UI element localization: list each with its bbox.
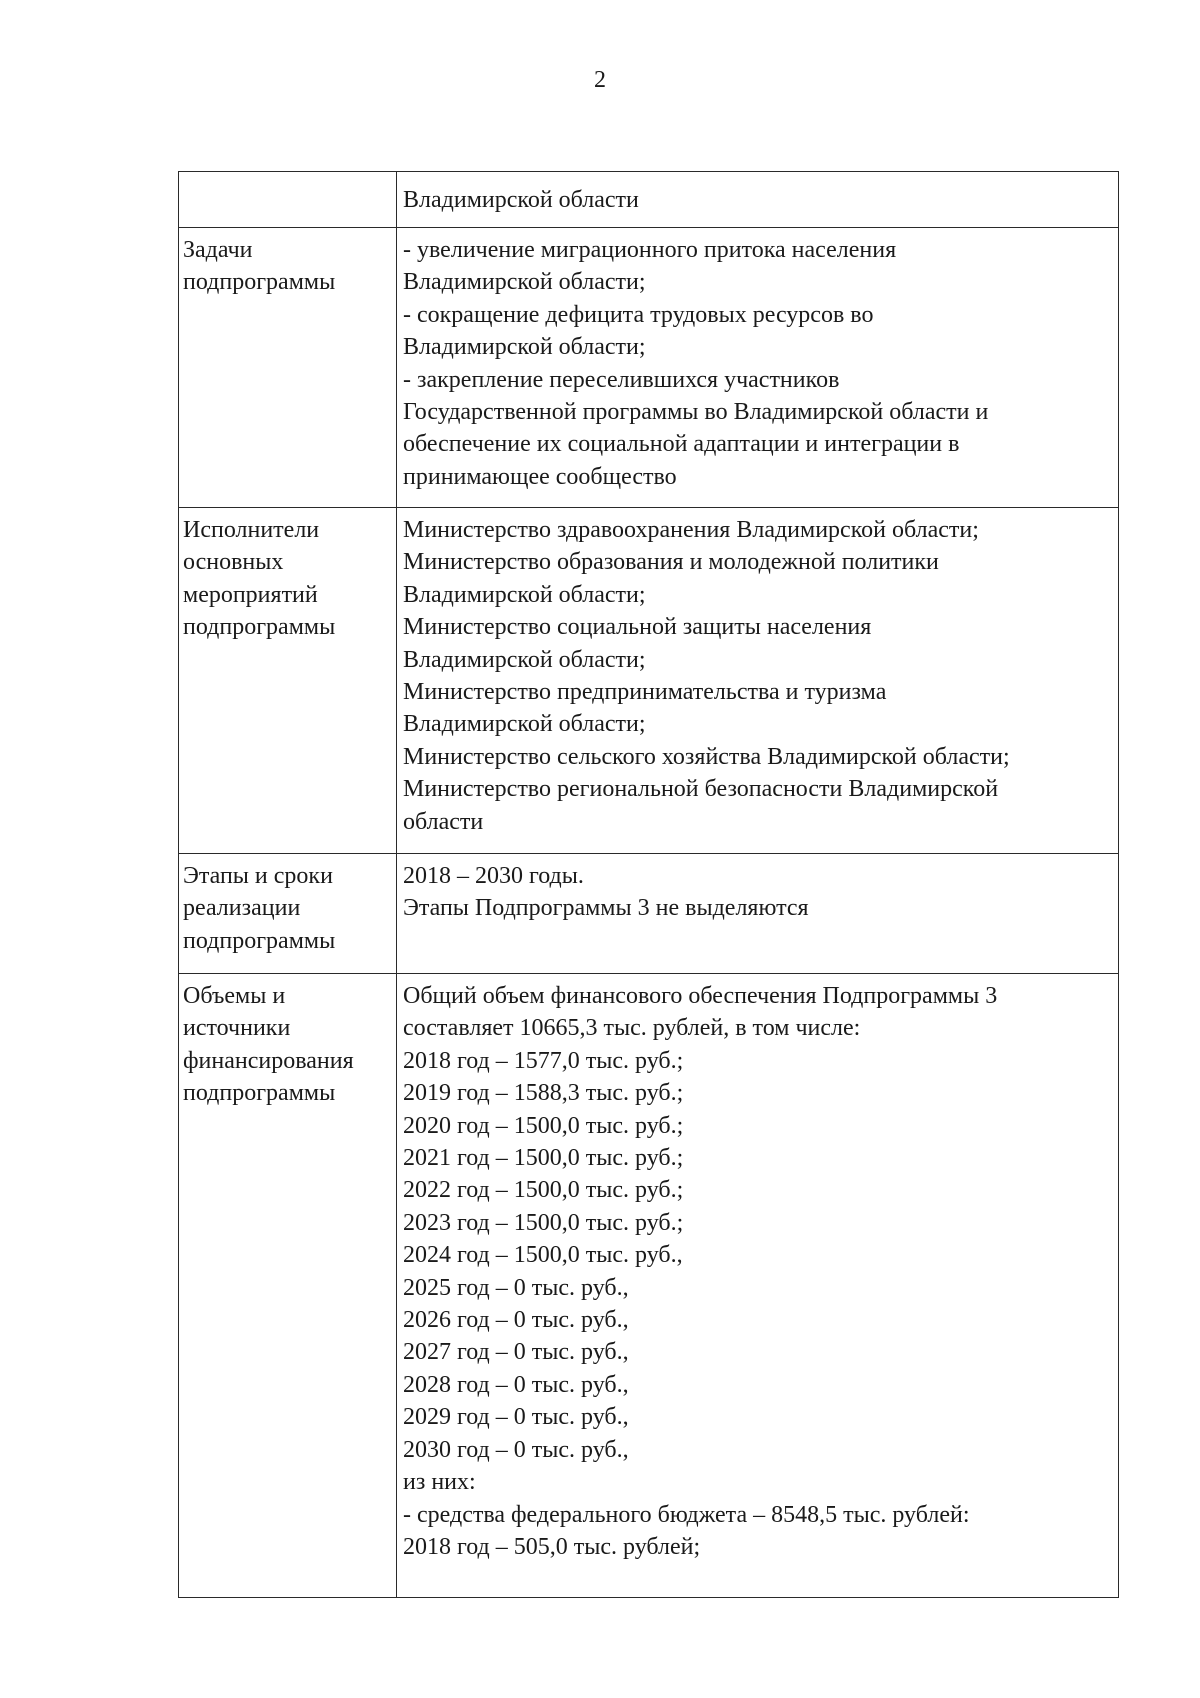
content-line: - средства федерального бюджета – 8548,5 тыс. рублей:: [403, 1501, 970, 1528]
content-line: Владимирской области;: [403, 334, 646, 361]
content-line: 2022 год – 1500,0 тыс. руб.;: [403, 1177, 684, 1204]
content-line: 2029 год – 0 тыс. руб.,: [403, 1404, 629, 1431]
label-line: подпрограммы: [183, 269, 336, 296]
content-line: Министерство предпринимательства и туризма: [403, 679, 887, 706]
content-line: - сокращение дефицита трудовых ресурсов во: [403, 301, 874, 328]
content-line: - увеличение миграционного притока населения: [403, 237, 897, 263]
label-line: подпрограммы: [183, 1080, 336, 1107]
content-line: принимающее сообщество: [403, 463, 677, 490]
label-line: финансирования: [183, 1047, 354, 1074]
label-cell-executors: [179, 508, 397, 854]
content-line: 2030 год – 0 тыс. руб.,: [403, 1436, 629, 1463]
content-line: 2019 год – 1588,3 тыс. руб.;: [403, 1080, 684, 1107]
content-line: 2024 год – 1500,0 тыс. руб.,: [403, 1242, 683, 1269]
content-line: 2018 – 2030 годы.: [403, 863, 584, 889]
label-line: подпрограммы: [183, 614, 336, 641]
content-line: 2023 год – 1500,0 тыс. руб.;: [403, 1209, 684, 1236]
content-line: 2026 год – 0 тыс. руб.,: [403, 1307, 629, 1334]
content-line: Общий объем финансового обеспечения Подпрограммы 3: [403, 983, 998, 1009]
page-number: 2: [594, 67, 606, 93]
content-cell-financing: [397, 974, 1119, 1598]
label-cell-empty: [179, 172, 397, 228]
label-line: реализации: [183, 895, 301, 922]
table-row-continuation: [179, 172, 1119, 228]
label-cell-stages: [179, 854, 397, 974]
content-line: 2020 год – 1500,0 тыс. руб.;: [403, 1112, 684, 1139]
content-line: Министерство здравоохранения Владимирской области;: [403, 517, 979, 543]
table-row-stages: [179, 854, 1119, 974]
content-line: 2027 год – 0 тыс. руб.,: [403, 1339, 629, 1366]
table-row-tasks: [179, 228, 1119, 508]
label-line: Этапы и сроки: [183, 863, 333, 889]
label-line: Объемы и: [183, 983, 286, 1009]
content-line: Владимирской области;: [403, 269, 646, 296]
content-cell-tasks: [397, 228, 1119, 508]
content-line: Этапы Подпрограммы 3 не выделяются: [403, 895, 809, 922]
label-line: Задачи: [183, 237, 253, 263]
label-line: Исполнители: [183, 517, 320, 543]
content-line: из них:: [403, 1469, 476, 1496]
label-line: подпрограммы: [183, 927, 336, 954]
content-line: 2018 год – 505,0 тыс. рублей;: [403, 1533, 701, 1560]
content-cell-region-continuation: [397, 172, 1119, 228]
content-line: - закрепление переселившихся участников: [403, 366, 840, 393]
label-cell-financing: [179, 974, 397, 1598]
content-line: обеспечение их социальной адаптации и интеграции в: [403, 431, 960, 458]
content-line: Министерство региональной безопасности Владимирской: [403, 776, 999, 803]
table-row-executors: [179, 508, 1119, 854]
content-line: Владимирской области: [403, 187, 639, 213]
label-line: основных: [183, 549, 284, 576]
content-line: 2028 год – 0 тыс. руб.,: [403, 1371, 629, 1398]
content-line: Государственной программы во Владимирской области и: [403, 399, 989, 426]
subprogram-passport-table: [178, 171, 1119, 1598]
content-line: Владимирской области;: [403, 711, 646, 738]
content-cell-executors: [397, 508, 1119, 854]
content-cell-stages: [397, 854, 1119, 974]
content-line: Владимирской области;: [403, 646, 646, 673]
content-line: Министерство образования и молодежной политики: [403, 549, 939, 576]
table-row-financing: [179, 974, 1119, 1598]
content-line: 2021 год – 1500,0 тыс. руб.;: [403, 1145, 684, 1172]
content-line: Министерство сельского хозяйства Владимирской области;: [403, 743, 1010, 770]
content-line: Министерство социальной защиты населения: [403, 614, 872, 641]
label-line: источники: [183, 1015, 291, 1042]
content-line: Владимирской области;: [403, 581, 646, 608]
label-line: мероприятий: [183, 581, 318, 608]
content-line: составляет 10665,3 тыс. рублей, в том числе:: [403, 1015, 861, 1042]
content-line: 2018 год – 1577,0 тыс. руб.;: [403, 1047, 684, 1074]
label-cell-tasks: [179, 228, 397, 508]
content-line: области: [403, 808, 484, 835]
content-line: 2025 год – 0 тыс. руб.,: [403, 1274, 629, 1301]
